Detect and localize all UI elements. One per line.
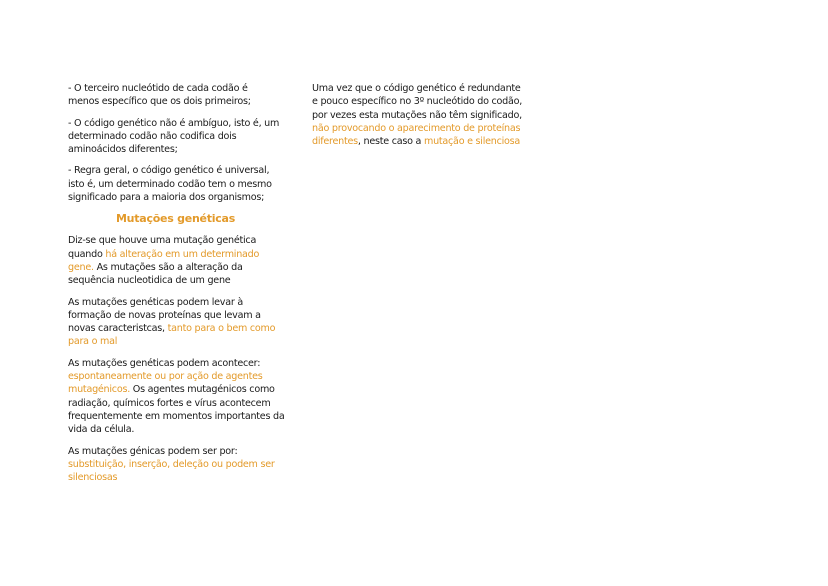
text-line: [68, 117, 283, 130]
text: As mutações genéticas podem acontecer:: [68, 357, 261, 369]
text-line: [68, 410, 283, 423]
text-line: [68, 191, 283, 204]
paragraph: [68, 234, 283, 287]
text: vida da célula.: [68, 424, 135, 436]
text-line: [312, 109, 532, 122]
text-line: [312, 82, 532, 95]
text-line: [68, 397, 283, 410]
highlighted-text: silenciosas: [68, 472, 118, 484]
text-line: [68, 335, 283, 348]
text-line: [68, 370, 283, 383]
text-line: [312, 95, 532, 108]
text: Mutações genéticas: [115, 212, 236, 226]
text: quando: [68, 248, 106, 260]
text-line: [68, 212, 283, 226]
text-line: [68, 423, 283, 436]
paragraph: [68, 82, 283, 109]
text: isto é, um determinado codão tem o mesmo: [68, 178, 272, 190]
text: Uma vez que o código genético é redundante: [312, 83, 521, 94]
highlighted-text: há alteração em um determinado: [105, 248, 260, 260]
text: e pouco específico no 3º nucleótido do codão,: [312, 96, 523, 108]
text-line: [68, 383, 283, 396]
text: frequentemente em momentos importantes da: [68, 410, 285, 422]
text: - Regra geral, o código genético é universal,: [68, 165, 270, 177]
highlighted-text: diferentes: [312, 136, 358, 148]
paragraph: [68, 296, 283, 349]
text: Os agentes mutagénicos como: [130, 384, 275, 396]
highlighted-text: gene.: [68, 261, 94, 273]
text: As mutações genéticas podem levar à: [68, 296, 243, 308]
text-line: [68, 357, 283, 370]
text-line: [312, 122, 532, 135]
text-line: [68, 248, 283, 261]
highlighted-text: tanto para o bem como: [167, 323, 276, 335]
highlighted-text: espontaneamente ou por ação de agentes: [68, 371, 263, 383]
text-line: [312, 135, 532, 148]
highlighted-text: para o mal: [68, 336, 118, 348]
paragraph: [68, 164, 283, 204]
text-line: [68, 143, 283, 156]
text: - O terceiro nucleótido de cada codão é: [68, 83, 248, 94]
text-line: [68, 445, 283, 458]
right-column: [312, 82, 532, 156]
text-line: [68, 458, 283, 471]
text: por vezes esta mutações não têm significado,: [312, 109, 522, 121]
text-line: [68, 274, 283, 287]
text: formação de novas proteínas que levam a: [68, 309, 261, 321]
highlighted-text: não provocando o aparecimento de proteínas: [312, 122, 521, 134]
text-line: [68, 261, 283, 274]
highlighted-text: mutagénicos.: [68, 384, 130, 396]
highlighted-text: mutação e silenciosa: [423, 136, 521, 148]
text: As mutações génicas podem ser por:: [68, 445, 238, 457]
text-line: [68, 82, 283, 95]
highlighted-text: substituição, inserção, deleção ou podem ser: [68, 458, 275, 470]
text: aminoácidos diferentes;: [68, 144, 178, 156]
text: menos específico que os dois primeiros;: [68, 96, 251, 108]
text-line: [68, 309, 283, 322]
left-column: [68, 82, 283, 492]
text: As mutações são a alteração da: [93, 261, 243, 273]
paragraph: [68, 117, 283, 157]
text: radiação, químicos fortes e vírus acontecem: [68, 397, 271, 409]
text: determinado codão não codifica dois: [68, 130, 237, 142]
text: novas caracteristcas,: [68, 323, 168, 335]
text-line: [68, 178, 283, 191]
text-line: [68, 95, 283, 108]
section-heading: [68, 212, 283, 226]
text-line: [68, 130, 283, 143]
text: , neste caso a: [357, 136, 424, 148]
paragraph: [68, 357, 283, 437]
text-line: [68, 234, 283, 247]
text-line: [68, 322, 283, 335]
text: - O código genético não é ambíguo, isto é, um: [68, 117, 280, 129]
text-line: [68, 296, 283, 309]
text: significado para a maioria dos organismos;: [68, 192, 265, 204]
text: Diz-se que houve uma mutação genética: [68, 235, 257, 247]
paragraph: [312, 82, 532, 148]
text: sequência nucleotidica de um gene: [68, 275, 231, 287]
text-line: [68, 471, 283, 484]
text-line: [68, 164, 283, 177]
paragraph: [68, 445, 283, 485]
